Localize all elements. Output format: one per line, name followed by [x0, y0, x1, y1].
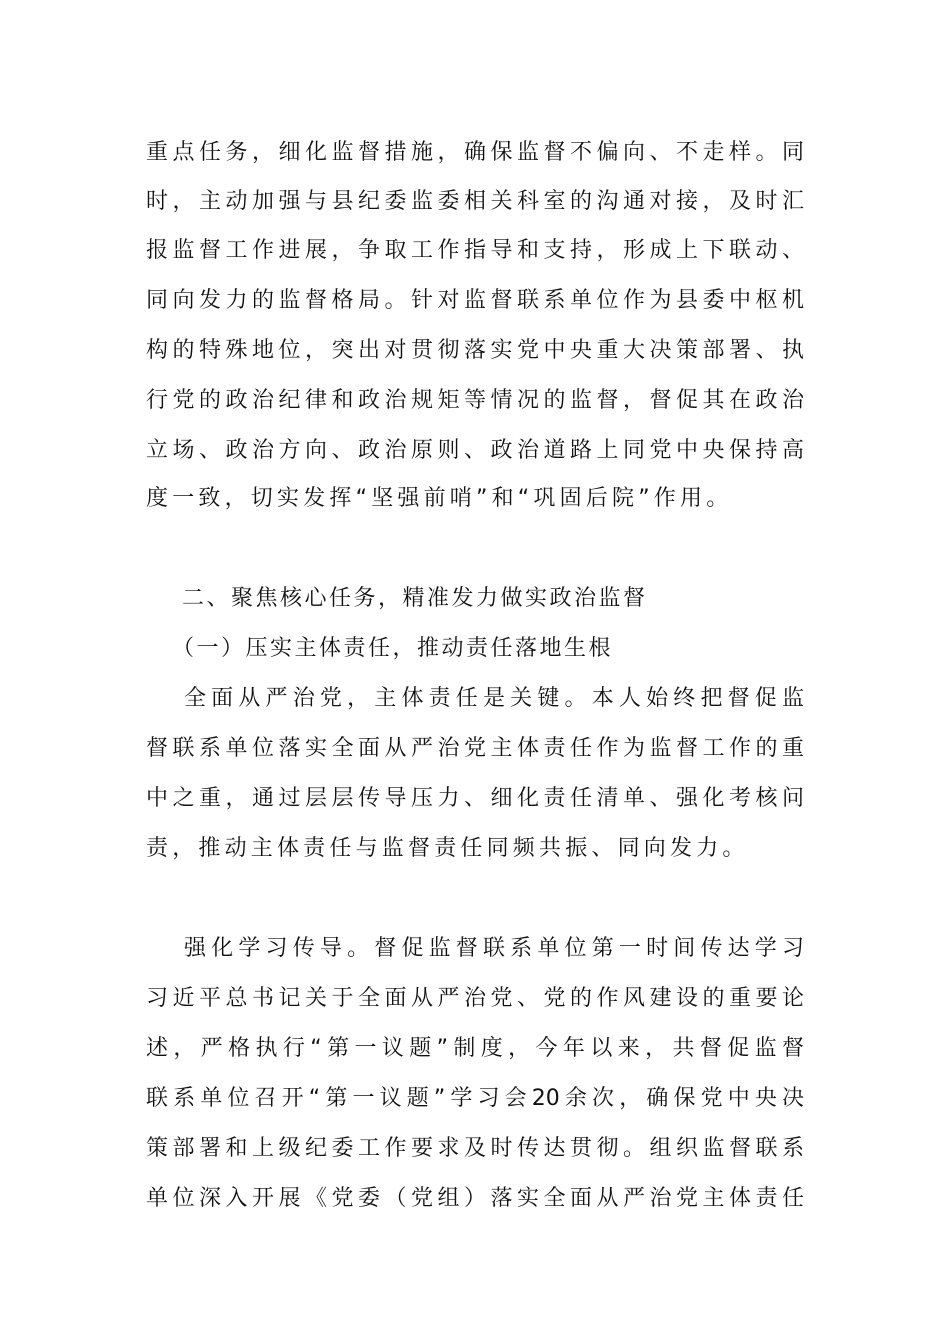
- text-line: 报监督工作进展，争取工作指导和支持，形成上下联动、: [146, 238, 804, 263]
- text-line: 联系单位召开“第一议题”学习会20余次，确保党中央决: [146, 1086, 804, 1111]
- text-line: 构的特殊地位，突出对贯彻落实党中央重大决策部署、执: [146, 338, 804, 363]
- text-line: 中之重，通过层层传导压力、细化责任清单、强化考核问: [146, 786, 804, 811]
- subsection-heading: （一）压实主体责任，推动责任落地生根: [172, 636, 614, 661]
- text-line: 策部署和上级纪委工作要求及时传达贯彻。组织监督联系: [146, 1136, 804, 1161]
- text-line: 单位深入开展《党委（党组）落实全面从严治党主体责任: [146, 1186, 804, 1211]
- text-line: 重点任务，细化监督措施，确保监督不偏向、不走样。同: [146, 140, 804, 165]
- text-line: 督联系单位落实全面从严治党主体责任作为监督工作的重: [146, 736, 804, 761]
- text-line: 立场、政治方向、政治原则、政治道路上同党中央保持高: [146, 438, 804, 463]
- text-line: 度一致，切实发挥“坚强前哨”和“巩固后院”作用。: [146, 486, 733, 511]
- text-line: 时，主动加强与县纪委监委相关科室的沟通对接，及时汇: [146, 189, 804, 214]
- text-line: 强化学习传导。督促监督联系单位第一时间传达学习: [184, 936, 804, 961]
- text-line: 责，推动主体责任与监督责任同频共振、同向发力。: [146, 836, 749, 861]
- text-line: 同向发力的监督格局。针对监督联系单位作为县委中枢机: [146, 288, 804, 313]
- section-heading: 二、聚焦核心任务，精准发力做实政治监督: [182, 586, 648, 611]
- text-line: 述，严格执行“第一议题”制度，今年以来，共督促监督: [146, 1036, 804, 1061]
- text-line: 全面从严治党，主体责任是关键。本人始终把督促监: [184, 686, 804, 711]
- text-line: 习近平总书记关于全面从严治党、党的作风建设的重要论: [146, 986, 804, 1011]
- text-line: 行党的政治纪律和政治规矩等情况的监督，督促其在政治: [146, 388, 804, 413]
